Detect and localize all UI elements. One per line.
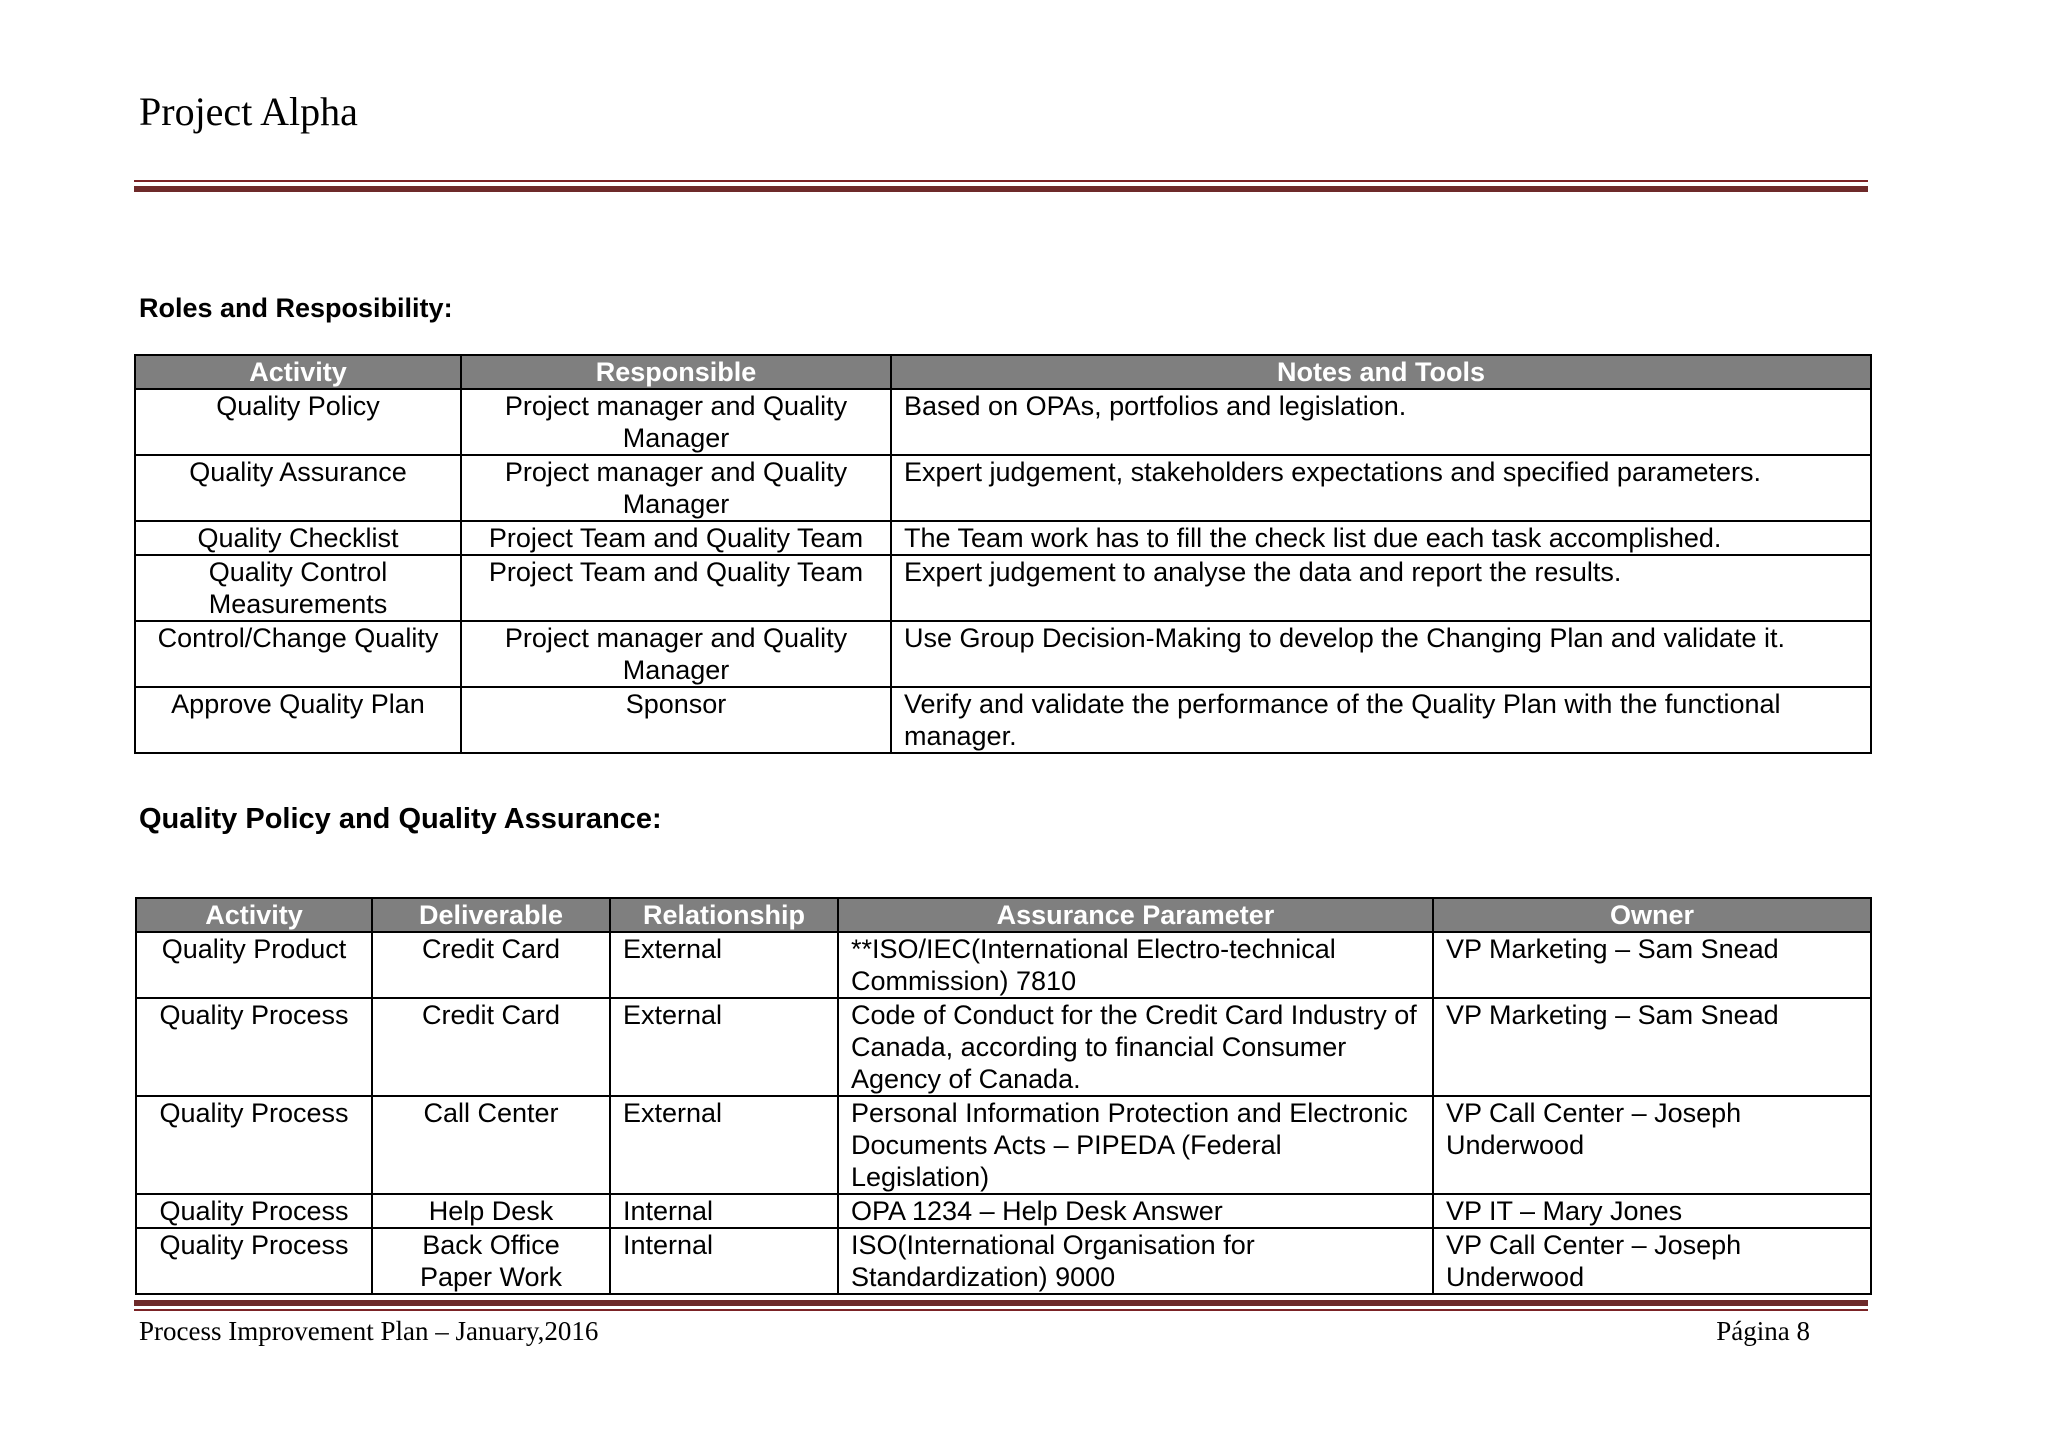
responsible-cell: Project Team and Quality Team (461, 555, 891, 621)
owner-cell: VP Marketing – Sam Snead (1433, 932, 1871, 998)
assurance-parameter-cell: Code of Conduct for the Credit Card Industry of Canada, according to financial Consumer Agency of Canada. (838, 998, 1433, 1096)
notes-cell: Verify and validate the performance of the Quality Plan with the functional manager. (891, 687, 1871, 753)
table-row (135, 687, 1871, 753)
activity-cell: Quality Process (136, 1194, 372, 1228)
responsible-cell: Project manager and Quality Manager (461, 455, 891, 521)
owner-cell: VP Call Center – Joseph Underwood (1433, 1228, 1871, 1294)
table-row (135, 389, 1871, 455)
qa-table-header (136, 898, 1871, 932)
notes-cell: Expert judgement to analyse the data and report the results. (891, 555, 1871, 621)
column-header-relationship: Relationship (610, 898, 838, 932)
table-row (135, 521, 1871, 555)
document-title: Project Alpha (139, 89, 358, 134)
relationship-cell: External (610, 932, 838, 998)
responsible-cell: Project manager and Quality Manager (461, 389, 891, 455)
section-heading-quality-policy: Quality Policy and Quality Assurance: (139, 803, 662, 835)
relationship-cell: Internal (610, 1228, 838, 1294)
relationship-cell: External (610, 998, 838, 1096)
responsible-cell: Project Team and Quality Team (461, 521, 891, 555)
column-header-assurance-parameter: Assurance Parameter (838, 898, 1433, 932)
table-row (136, 1096, 1871, 1194)
deliverable-cell: Help Desk (372, 1194, 610, 1228)
section-heading-roles: Roles and Resposibility: (139, 293, 453, 323)
assurance-parameter-cell: OPA 1234 – Help Desk Answer (838, 1194, 1433, 1228)
activity-cell: Quality Process (136, 998, 372, 1096)
table-row (136, 1194, 1871, 1228)
activity-cell: Quality Process (136, 1096, 372, 1194)
activity-cell: Approve Quality Plan (135, 687, 461, 753)
activity-cell: Quality Assurance (135, 455, 461, 521)
table-row (135, 455, 1871, 521)
notes-cell: Based on OPAs, portfolios and legislation. (891, 389, 1871, 455)
activity-cell: Quality Checklist (135, 521, 461, 555)
footer-divider (134, 1300, 1868, 1311)
column-header-activity: Activity (135, 355, 461, 389)
assurance-parameter-cell: **ISO/IEC(International Electro-technical Commission) 7810 (838, 932, 1433, 998)
owner-cell: VP Call Center – Joseph Underwood (1433, 1096, 1871, 1194)
activity-cell: Quality Process (136, 1228, 372, 1294)
column-header-owner: Owner (1433, 898, 1871, 932)
notes-cell: The Team work has to fill the check list due each task accomplished. (891, 521, 1871, 555)
quality-assurance-table (135, 897, 1872, 1295)
header-divider (134, 180, 1868, 192)
footer-page-number: Página 8 (1716, 1316, 1810, 1346)
table-row (135, 621, 1871, 687)
column-header-responsible: Responsible (461, 355, 891, 389)
activity-cell: Quality Policy (135, 389, 461, 455)
owner-cell: VP Marketing – Sam Snead (1433, 998, 1871, 1096)
responsible-cell: Project manager and Quality Manager (461, 621, 891, 687)
owner-cell: VP IT – Mary Jones (1433, 1194, 1871, 1228)
deliverable-cell: Credit Card (372, 998, 610, 1096)
footer-document-name: Process Improvement Plan – January,2016 (139, 1316, 599, 1346)
column-header-deliverable: Deliverable (372, 898, 610, 932)
roles-table (134, 354, 1872, 754)
activity-cell: Control/Change Quality (135, 621, 461, 687)
table-row (136, 932, 1871, 998)
notes-cell: Expert judgement, stakeholders expectations and specified parameters. (891, 455, 1871, 521)
responsible-cell: Sponsor (461, 687, 891, 753)
table-row (136, 1228, 1871, 1294)
activity-cell: Quality Product (136, 932, 372, 998)
relationship-cell: Internal (610, 1194, 838, 1228)
assurance-parameter-cell: Personal Information Protection and Electronic Documents Acts – PIPEDA (Federal Legislation) (838, 1096, 1433, 1194)
column-header-activity: Activity (136, 898, 372, 932)
deliverable-cell: Credit Card (372, 932, 610, 998)
activity-cell: Quality Control Measurements (135, 555, 461, 621)
column-header-notes: Notes and Tools (891, 355, 1871, 389)
deliverable-cell: Back Office Paper Work (372, 1228, 610, 1294)
notes-cell: Use Group Decision-Making to develop the Changing Plan and validate it. (891, 621, 1871, 687)
roles-table-header (135, 355, 1871, 389)
assurance-parameter-cell: ISO(International Organisation for Standardization) 9000 (838, 1228, 1433, 1294)
table-row (136, 998, 1871, 1096)
deliverable-cell: Call Center (372, 1096, 610, 1194)
table-row (135, 555, 1871, 621)
relationship-cell: External (610, 1096, 838, 1194)
